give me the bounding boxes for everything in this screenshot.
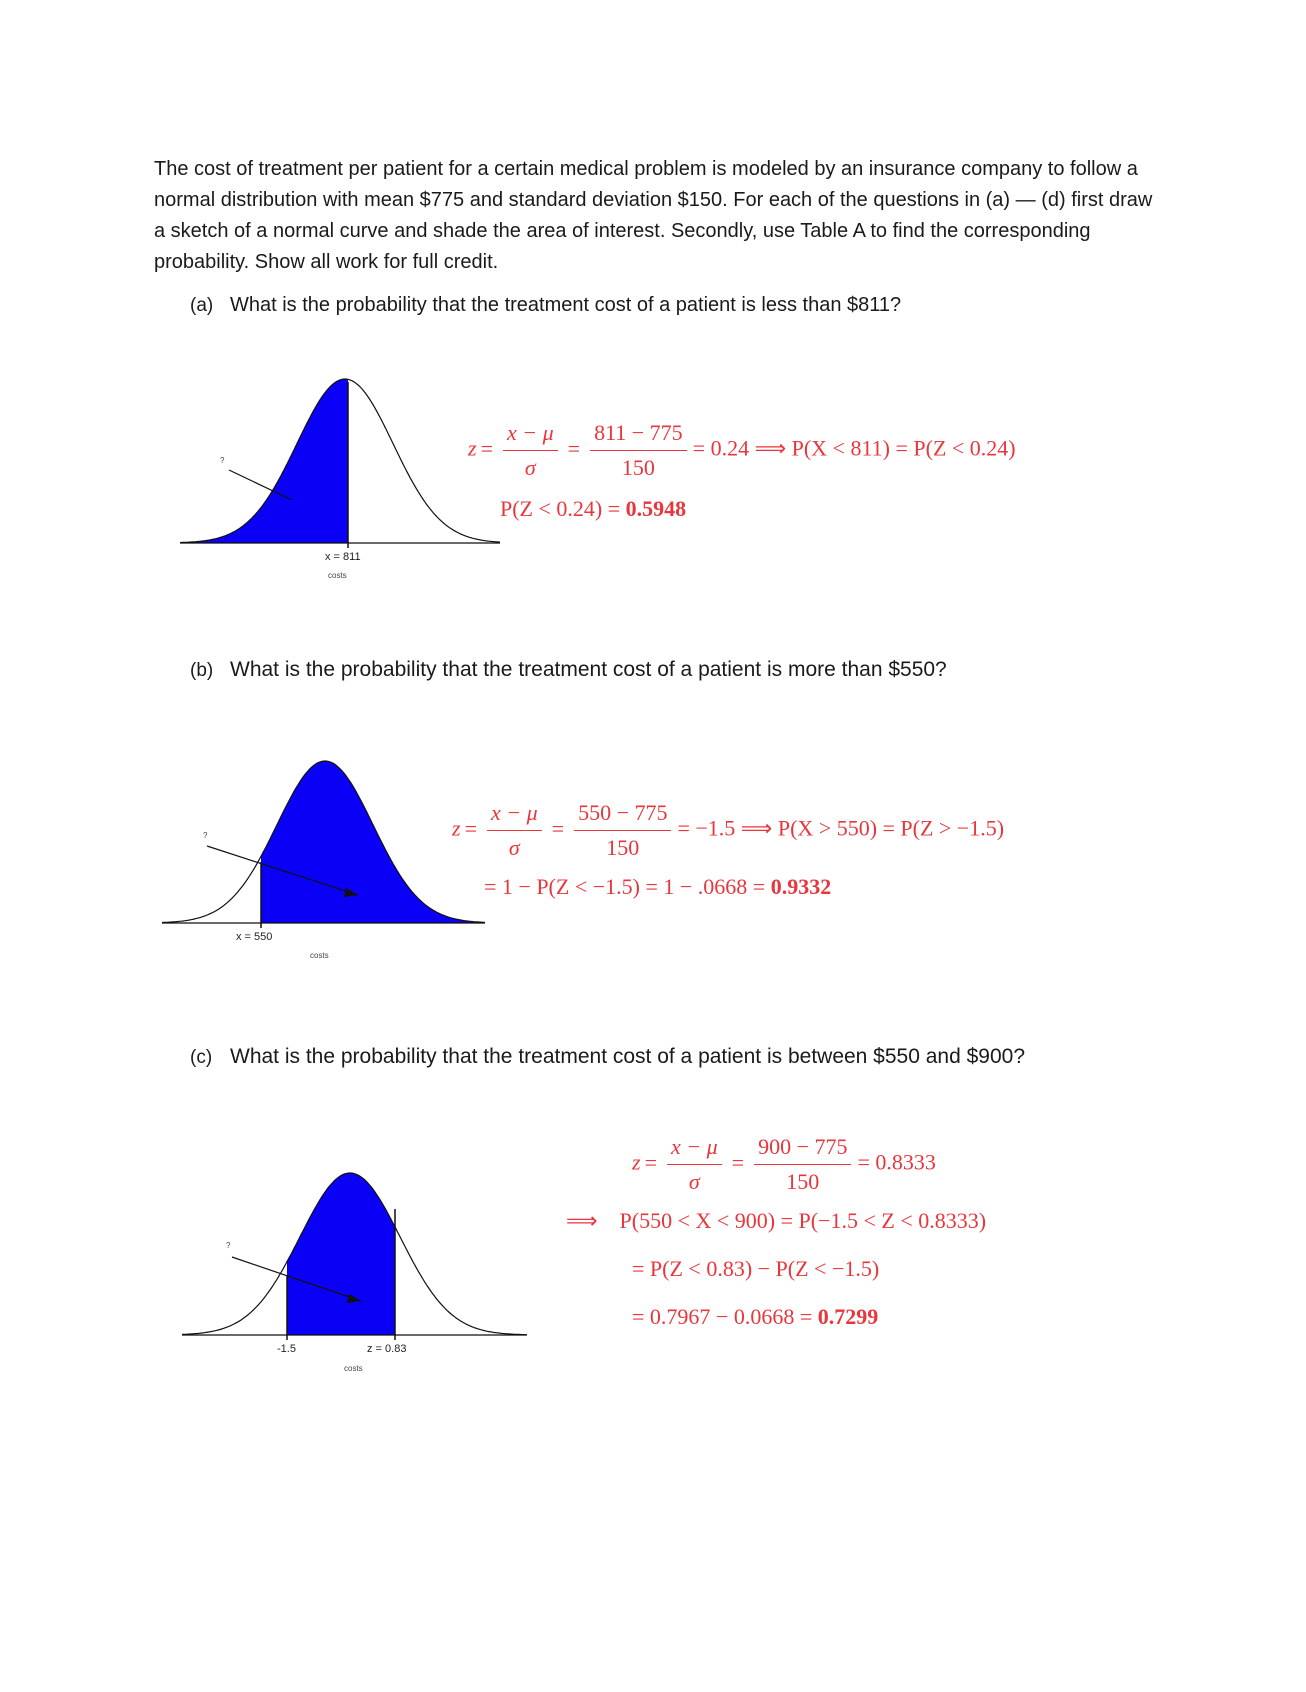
fraction-a1-den: σ xyxy=(524,455,536,480)
normal-curve-sketch-b xyxy=(162,761,485,960)
fraction-c1-num: x − μ xyxy=(670,1134,718,1159)
normal-curve-sketch-a xyxy=(180,379,500,580)
question-b-text: What is the probability that the treatment cost of a patient is more than $550? xyxy=(230,658,947,681)
z-symbol-a: z xyxy=(468,435,477,461)
work-a-line2 xyxy=(500,496,686,522)
fraction-c2-den: 150 xyxy=(786,1169,820,1194)
work-a-line1: z = $\frac{x - \mu}{\sigma}$ = $\frac{811 - 775}{150}$ = 0.24 ⟹ P(X < 811) = P(Z < 0.24) xyxy=(468,420,1016,480)
question-b xyxy=(190,658,947,682)
tick-label-b: x = 550 xyxy=(236,931,273,943)
fraction-a2-den: 150 xyxy=(621,455,655,480)
question-mark-c: ? xyxy=(226,1241,231,1250)
question-mark-b: ? xyxy=(203,831,208,840)
z-symbol-c: z xyxy=(632,1149,641,1175)
question-b-letter: (b) xyxy=(190,660,214,681)
fraction-c1-den: σ xyxy=(688,1169,700,1194)
fraction-b2 xyxy=(574,800,671,861)
work-c-line3: = P(Z < 0.83) − P(Z < −1.5) xyxy=(632,1256,880,1281)
fraction-b2-num: 550 − 775 xyxy=(574,800,671,831)
work-b-line1-rest: = −1.5 ⟹ P(X > 550) = P(Z > −1.5) xyxy=(677,815,1005,841)
fraction-a2-num: 811 − 775 xyxy=(590,420,687,451)
work-a-line1-rest: = 0.24 ⟹ P(X < 811) = P(Z < 0.24) xyxy=(692,435,1016,461)
question-mark-a: ? xyxy=(220,456,225,465)
shaded-area-a xyxy=(180,379,348,543)
tick-label-a: x = 811 xyxy=(325,551,361,563)
problem-intro: The cost of treatment per patient for a certain medical problem is modeled by an insurance company to follow a normal distribution with mean $775 and standard deviation $150. For each of the questions in (a) — (d) first draw a sketch of a normal curve and shade the area of interest. Secondly, use Table A to find the corresponding probability. Show all work for full credit. xyxy=(154,158,1153,273)
tick-label-right-c: z = 0.83 xyxy=(367,1343,407,1355)
question-c-text: What is the probability that the treatment cost of a patient is between $550 and $900? xyxy=(230,1045,1026,1068)
question-c-letter: (c) xyxy=(190,1047,213,1068)
work-c-line1: z = $\frac{x - \mu}{\sigma}$ = $\frac{900 - 775}{150}$ = 0.8333 xyxy=(632,1134,936,1194)
question-a-text: What is the probability that the treatment cost of a patient is less than $811? xyxy=(230,294,902,316)
normal-curve-sketch-c xyxy=(182,1173,527,1373)
work-c-line2 xyxy=(566,1208,986,1234)
work-b-line2 xyxy=(484,874,831,900)
work-a-line2-lhs: P(Z < 0.24) = xyxy=(500,496,626,521)
work-c-line1-rest: = 0.8333 xyxy=(857,1149,936,1175)
answer-c: 0.7299 xyxy=(817,1304,879,1329)
fraction-c2-num: 900 − 775 xyxy=(754,1134,851,1165)
question-c xyxy=(190,1045,1025,1069)
answer-b: 0.9332 xyxy=(770,874,832,899)
fraction-a1-num: x − μ xyxy=(506,420,554,445)
work-c-line4-lhs: = 0.7967 − 0.0668 = xyxy=(632,1304,818,1329)
fraction-a2 xyxy=(590,420,687,481)
fraction-b1 xyxy=(487,800,542,861)
z-symbol-b: z xyxy=(452,815,461,841)
work-b-line1: z = $\frac{x - \mu}{\sigma}$ = $\frac{550 - 775}{150}$ = −1.5 ⟹ P(X > 550) = P(Z > −1.5) xyxy=(452,800,1005,860)
axis-label-b: costs xyxy=(310,951,329,960)
work-b-line2-lhs: = 1 − P(Z < −1.5) = 1 − .0668 = xyxy=(484,874,771,899)
work-c-line4 xyxy=(632,1304,878,1330)
fraction-b1-den: σ xyxy=(508,835,520,860)
question-a-letter: (a) xyxy=(190,295,214,316)
tick-label-left-c: -1.5 xyxy=(277,1343,296,1355)
fraction-b2-den: 150 xyxy=(606,835,640,860)
fraction-b1-num: x − μ xyxy=(490,800,538,825)
axis-label-c: costs xyxy=(344,1364,363,1373)
work-c-line2-text: P(550 < X < 900) = P(−1.5 < Z < 0.8333) xyxy=(619,1208,987,1233)
fraction-c1 xyxy=(667,1134,722,1195)
fraction-a1 xyxy=(503,420,558,481)
axis-label-a: costs xyxy=(328,571,347,580)
fraction-c2 xyxy=(754,1134,851,1195)
implies-arrow-c: ⟹ xyxy=(566,1208,598,1233)
answer-a: 0.5948 xyxy=(625,496,687,521)
